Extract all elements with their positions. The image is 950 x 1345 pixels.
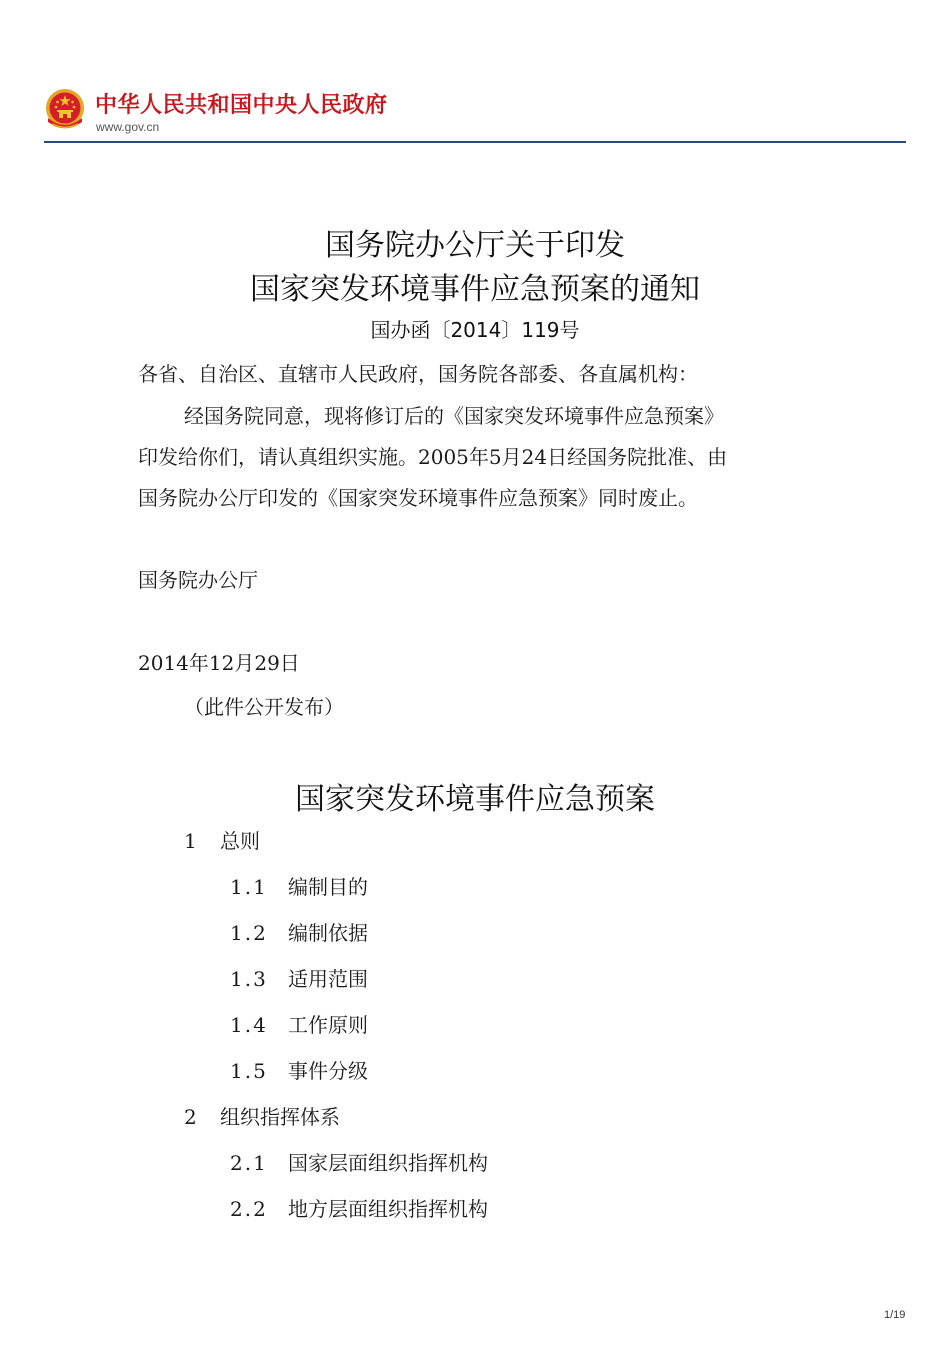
notice-title-line2: 国家突发环境事件应急预案的通知 — [250, 272, 700, 307]
toc-item — [230, 1055, 368, 1084]
toc-item-label: 事件分级 — [288, 1059, 368, 1083]
toc-item-label: 总则 — [220, 829, 260, 853]
toc-item — [184, 1101, 340, 1130]
signature: 国务院办公厅 — [138, 568, 258, 592]
site-header — [0, 0, 950, 150]
document-number: 国办函〔2014〕119号 — [370, 318, 580, 342]
toc-item-number: 2.2 — [230, 1197, 268, 1221]
toc-item — [184, 825, 260, 854]
site-url[interactable]: www.gov.cn — [96, 120, 160, 134]
toc-item-label: 适用范围 — [288, 967, 368, 991]
toc-item-number: 1 — [184, 829, 199, 853]
toc-item-label: 国家层面组织指挥机构 — [288, 1151, 488, 1175]
site-name[interactable]: 中华人民共和国中央人民政府 — [95, 93, 388, 118]
plan-title: 国家突发环境事件应急预案 — [295, 782, 655, 817]
toc-item-label: 编制依据 — [288, 921, 368, 945]
toc-item — [230, 1193, 488, 1222]
publication-note: （此件公开发布） — [184, 695, 344, 719]
national-emblem-icon — [44, 88, 86, 134]
toc-item-number: 2.1 — [230, 1151, 268, 1175]
toc-item — [230, 871, 368, 900]
toc-item-number: 1.2 — [230, 921, 268, 945]
toc-item — [230, 1009, 368, 1038]
toc-item-label: 组织指挥体系 — [220, 1105, 340, 1129]
toc-item — [230, 1147, 488, 1176]
toc-item-label: 工作原则 — [288, 1013, 368, 1037]
page-indicator: 1/19 — [884, 1309, 906, 1321]
toc-item — [230, 963, 368, 992]
toc-item — [230, 917, 368, 946]
notice-title-line1: 国务院办公厅关于印发 — [325, 228, 625, 263]
toc-item-number: 2 — [184, 1105, 199, 1129]
addressee: 各省、自治区、直辖市人民政府，国务院各部委、各直属机构： — [138, 362, 698, 386]
body-line-2: 印发给你们，请认真组织实施。2005年5月24日经国务院批准、由 — [138, 445, 728, 469]
toc-item-number: 1.5 — [230, 1059, 268, 1083]
toc-item-number: 1.4 — [230, 1013, 268, 1037]
header-divider — [44, 141, 906, 143]
issue-date: 2014年12月29日 — [138, 651, 300, 675]
toc-item-number: 1.1 — [230, 875, 268, 899]
toc-item-label: 地方层面组织指挥机构 — [288, 1197, 488, 1221]
body-line-1: 经国务院同意，现将修订后的《国家突发环境事件应急预案》 — [184, 404, 724, 428]
toc-item-number: 1.3 — [230, 967, 268, 991]
body-line-3: 国务院办公厅印发的《国家突发环境事件应急预案》同时废止。 — [138, 486, 698, 510]
toc-item-label: 编制目的 — [288, 875, 368, 899]
